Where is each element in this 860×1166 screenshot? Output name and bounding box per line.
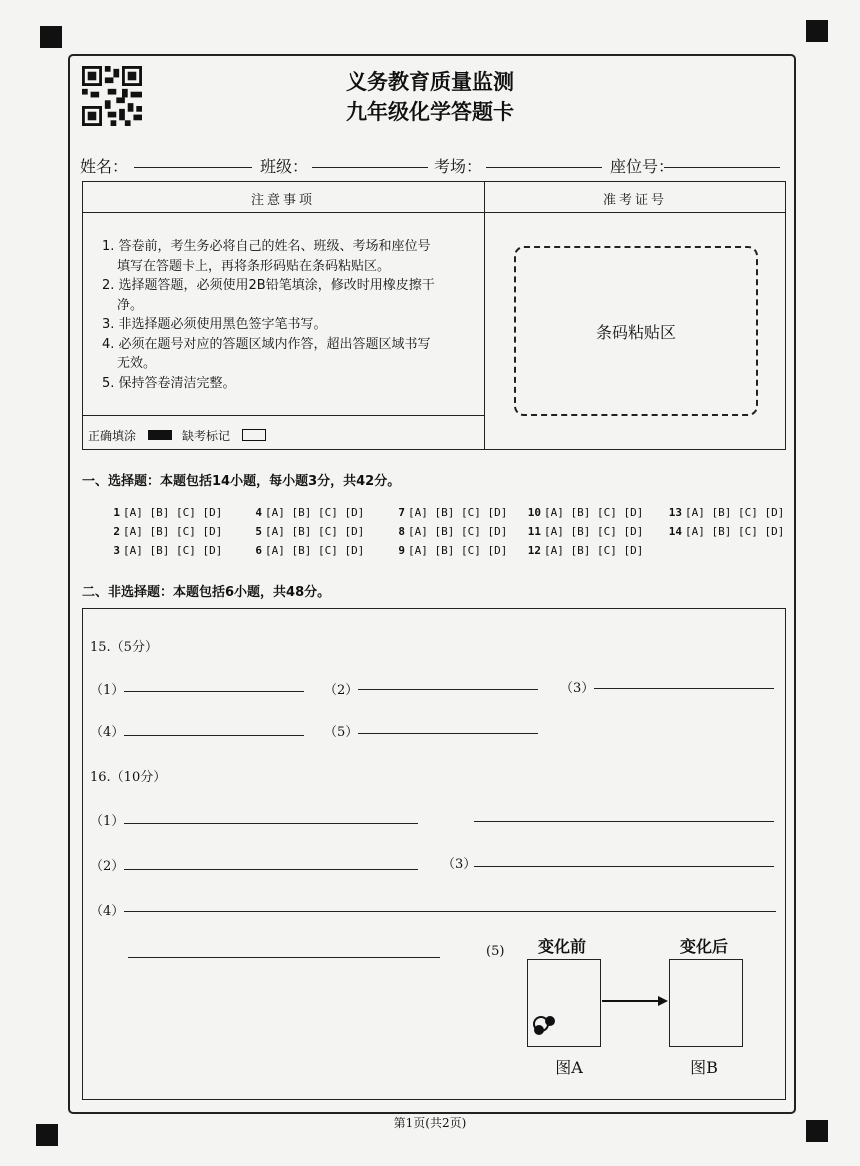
mc-question-5[interactable] <box>246 525 364 538</box>
barcode-label: 条码粘贴区 <box>595 323 676 342</box>
mc-question-2[interactable] <box>104 525 222 538</box>
mc-question-11[interactable] <box>525 525 643 538</box>
notice-item: 2. 选择题答题，必须使用2B铅笔填涂，修改时用橡皮擦干 <box>102 278 435 293</box>
question-number: 12 <box>527 544 541 557</box>
question-number: 1 <box>113 506 120 519</box>
question-number: 7 <box>398 506 405 519</box>
table-footer-rule <box>82 415 485 416</box>
figure-b-label: 图B <box>690 1058 718 1077</box>
q16-blank-label: (5) <box>486 944 505 959</box>
notice-item: 3. 非选择题必须使用黑色签字笔书写。 <box>102 317 327 332</box>
notice-item: 5. 保持答卷清洁完整。 <box>102 375 236 391</box>
table-divider <box>484 181 485 449</box>
q15-title: 15.（5分） <box>90 640 158 655</box>
mc-question-9[interactable] <box>389 544 507 557</box>
answer-options[interactable]: [A] [B] [C] [D] <box>544 506 644 519</box>
mc-question-4[interactable] <box>246 506 364 519</box>
name-field[interactable] <box>134 167 252 168</box>
notice-item: 填写在答题卡上，再将条形码贴在条码粘贴区。 <box>117 258 391 274</box>
registration-mark <box>40 26 62 48</box>
mc-question-3[interactable] <box>104 544 222 557</box>
seat-field[interactable] <box>664 167 780 168</box>
notice-item: 净。 <box>117 297 144 313</box>
question-number: 4 <box>255 506 262 519</box>
question-number: 13 <box>668 506 682 519</box>
answer-options[interactable]: [A] [B] [C] [D] <box>123 506 223 519</box>
q16-blank-label: （4） <box>90 904 125 919</box>
q15-answer-line[interactable] <box>358 689 538 690</box>
mc-question-12[interactable] <box>525 544 643 557</box>
page-number: 第1页(共2页) <box>393 1116 467 1130</box>
table-header-rule <box>82 212 786 213</box>
question-number: 3 <box>113 544 120 557</box>
q16-answer-line[interactable] <box>474 821 774 822</box>
seat-label: 座位号： <box>610 157 675 176</box>
class-label: 班级： <box>260 157 309 176</box>
question-number: 5 <box>255 525 262 538</box>
answer-options[interactable]: [A] [B] [C] [D] <box>265 506 365 519</box>
question-number: 2 <box>113 525 120 538</box>
mc-question-7[interactable] <box>389 506 507 519</box>
answer-options[interactable]: [A] [B] [C] [D] <box>408 544 508 557</box>
notice-item: 无效。 <box>117 356 157 371</box>
title-line-2: 九年级化学答题卡 <box>346 100 514 124</box>
notice-item: 4. 必须在题号对应的答题区域内作答，超出答题区域书写 <box>102 336 431 352</box>
q15-answer-line[interactable] <box>594 688 774 689</box>
mc-question-6[interactable] <box>246 544 364 557</box>
q16-answer-line[interactable] <box>474 866 774 867</box>
q15-answer-line[interactable] <box>124 691 304 692</box>
section1-title: 一、选择题：本题包括14小题，每小题3分，共42分。 <box>82 474 401 489</box>
absent-mark-box[interactable] <box>242 429 266 441</box>
q15-blank-label: （5） <box>324 725 359 740</box>
room-field[interactable] <box>486 167 602 168</box>
absent-mark-label: 缺考标记 <box>182 429 231 443</box>
answer-options[interactable]: [A] [B] [C] [D] <box>544 525 644 538</box>
q15-blank-label: （2） <box>324 683 359 698</box>
question-number: 10 <box>527 506 541 519</box>
answer-options[interactable]: [A] [B] [C] [D] <box>544 544 644 557</box>
notice-item: 1. 答卷前，考生务必将自己的姓名、班级、考场和座位号 <box>102 239 431 254</box>
answer-options[interactable]: [A] [B] [C] [D] <box>265 544 365 557</box>
q15-blank-label: （4） <box>90 725 125 740</box>
answer-options[interactable]: [A] [B] [C] [D] <box>408 506 508 519</box>
correct-fill-sample <box>148 430 172 440</box>
answer-options[interactable]: [A] [B] [C] [D] <box>685 525 785 538</box>
q15-answer-line[interactable] <box>358 733 538 734</box>
name-label: 姓名： <box>80 157 129 176</box>
before-label: 变化前 <box>537 937 586 956</box>
question-number: 14 <box>668 525 682 538</box>
mc-question-1[interactable] <box>104 506 222 519</box>
q16-answer-line[interactable] <box>124 869 418 870</box>
q16-answer-line[interactable] <box>124 911 776 912</box>
q16-blank-label: （3） <box>442 857 477 872</box>
mc-question-8[interactable] <box>389 525 507 538</box>
title-line-1: 义务教育质量监测 <box>346 70 514 94</box>
answer-options[interactable]: [A] [B] [C] [D] <box>123 525 223 538</box>
q16-answer-line[interactable] <box>124 823 418 824</box>
notice-heading: 注意事项 <box>250 193 315 208</box>
q15-answer-line[interactable] <box>124 735 304 736</box>
q15-blank-label: （3） <box>560 681 595 696</box>
after-label: 变化后 <box>679 937 728 956</box>
molecule-icon <box>530 1008 564 1036</box>
mc-question-13[interactable] <box>666 506 784 519</box>
answer-options[interactable]: [A] [B] [C] [D] <box>123 544 223 557</box>
q15-blank-label: （1） <box>90 683 125 698</box>
correct-fill-label: 正确填涂 <box>88 429 137 443</box>
question-number: 6 <box>255 544 262 557</box>
q16-answer-line[interactable] <box>128 957 440 958</box>
answer-options[interactable]: [A] [B] [C] [D] <box>408 525 508 538</box>
exam-id-heading: 准考证号 <box>602 193 667 208</box>
question-number: 8 <box>398 525 405 538</box>
arrow-right-icon <box>600 994 670 1008</box>
figure-b-box[interactable] <box>669 959 743 1047</box>
q16-blank-label: （1） <box>90 814 125 829</box>
q16-blank-label: （2） <box>90 859 125 874</box>
question-number: 11 <box>527 525 541 538</box>
mc-question-14[interactable] <box>666 525 784 538</box>
mc-question-10[interactable] <box>525 506 643 519</box>
answer-options[interactable]: [A] [B] [C] [D] <box>685 506 785 519</box>
figure-a-label: 图A <box>555 1058 583 1077</box>
section2-title: 二、非选择题：本题包括6小题，共48分。 <box>82 585 331 600</box>
registration-mark <box>806 20 828 42</box>
barcode-area <box>514 246 758 416</box>
notice-list <box>102 237 482 393</box>
q16-title: 16.（10分） <box>90 770 167 785</box>
answer-options[interactable]: [A] [B] [C] [D] <box>265 525 365 538</box>
question-number: 9 <box>398 544 405 557</box>
room-label: 考场： <box>434 157 483 176</box>
class-field[interactable] <box>312 167 428 168</box>
